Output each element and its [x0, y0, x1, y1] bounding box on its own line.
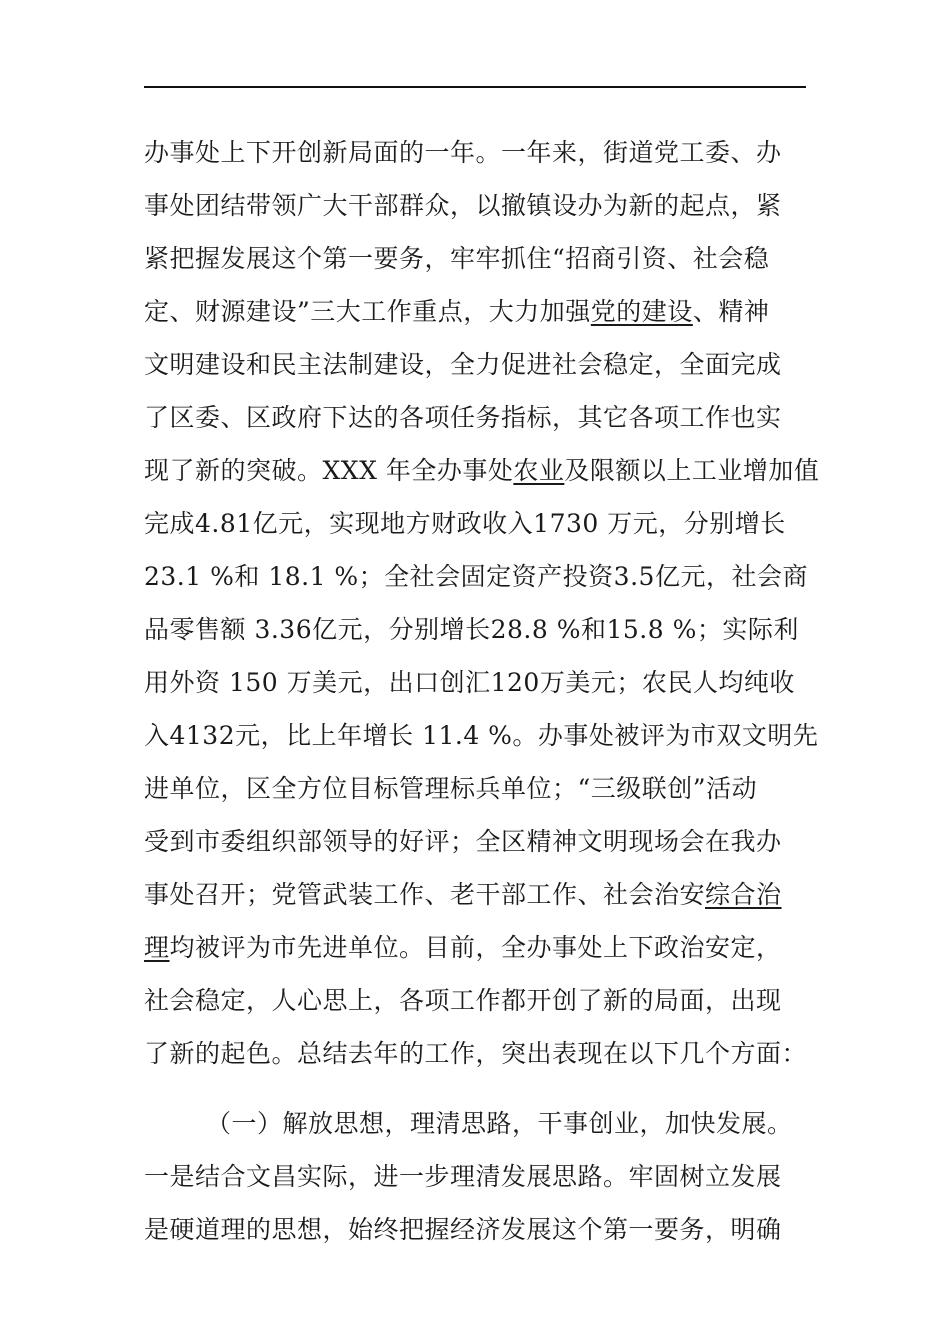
text-line: 了新的起色。总结去年的工作，突出表现在以下几个方面：	[144, 1039, 808, 1068]
document-body	[144, 126, 820, 1256]
text-line: 用外资 150 万美元，出口创汇120万美元；农民人均纯收	[144, 668, 795, 697]
text-line	[144, 868, 816, 921]
text-segment: 及限额以上工业增加值	[564, 456, 820, 485]
header-rule	[144, 86, 806, 88]
link-comprehensive-governance[interactable]: 综合治	[705, 880, 782, 909]
text-line	[144, 921, 816, 974]
text-line: 进单位，区全方位目标管理标兵单位；“三级联创”活动	[144, 774, 758, 803]
text-line	[144, 444, 820, 497]
text-line: 了区委、区政府下达的各项任务指标，其它各项工作也实	[144, 403, 782, 432]
paragraph-gap	[144, 1080, 816, 1097]
section-heading: （一）解放思想，理清思路，干事创业，加快发展。	[206, 1109, 793, 1138]
text-line: 办事处上下开创新局面的一年。一年来，街道党工委、办	[144, 138, 782, 167]
text-line: 事处团结带领广大干部群众，以撤镇设办为新的起点，紧	[144, 191, 782, 220]
paragraph-1	[144, 126, 820, 1080]
text-line: 紧把握发展这个第一要务，牢牢抓住“招商引资、社会稳	[144, 244, 770, 273]
text-segment: 均被评为市先进单位。目前，全办事处上下政治安定，	[169, 933, 782, 962]
text-line	[144, 285, 816, 338]
text-line: 是硬道理的思想，始终把握经济发展这个第一要务，明确	[144, 1215, 782, 1244]
text-segment: 定、财源建设”三大工作重点，大力加强	[144, 297, 591, 326]
text-line: 受到市委组织部领导的好评；全区精神文明现场会在我办	[144, 827, 782, 856]
text-line: 一是结合文昌实际，进一步理清发展思路。牢固树立发展	[144, 1162, 782, 1191]
link-agriculture[interactable]: 农业	[513, 456, 565, 485]
text-line: 品零售额 3.36亿元，分别增长28.8 %和15.8 %；实际利	[144, 615, 799, 644]
text-line: 入4132元，比上年增长 11.4 %。办事处被评为市双文明先	[144, 721, 819, 750]
link-party-building[interactable]: 党的建设	[590, 297, 693, 326]
link-comprehensive-governance-cont[interactable]: 理	[144, 933, 170, 962]
text-segment: 现了新的突破。XXX 年全办事处	[144, 456, 514, 485]
text-line: 23.1 %和 18.1 %；全社会固定资产投资3.5亿元，社会商	[144, 562, 808, 591]
text-segment: 事处召开；党管武装工作、老干部工作、社会治安	[144, 880, 706, 909]
text-line: 文明建设和民主法制建设，全力促进社会稳定，全面完成	[144, 350, 782, 379]
text-line: 完成4.81亿元，实现地方财政收入1730 万元，分别增长	[144, 509, 786, 538]
text-line: 社会稳定，人心思上，各项工作都开创了新的局面，出现	[144, 986, 782, 1015]
paragraph-2	[144, 1097, 816, 1256]
text-segment: 、精神	[692, 297, 770, 326]
